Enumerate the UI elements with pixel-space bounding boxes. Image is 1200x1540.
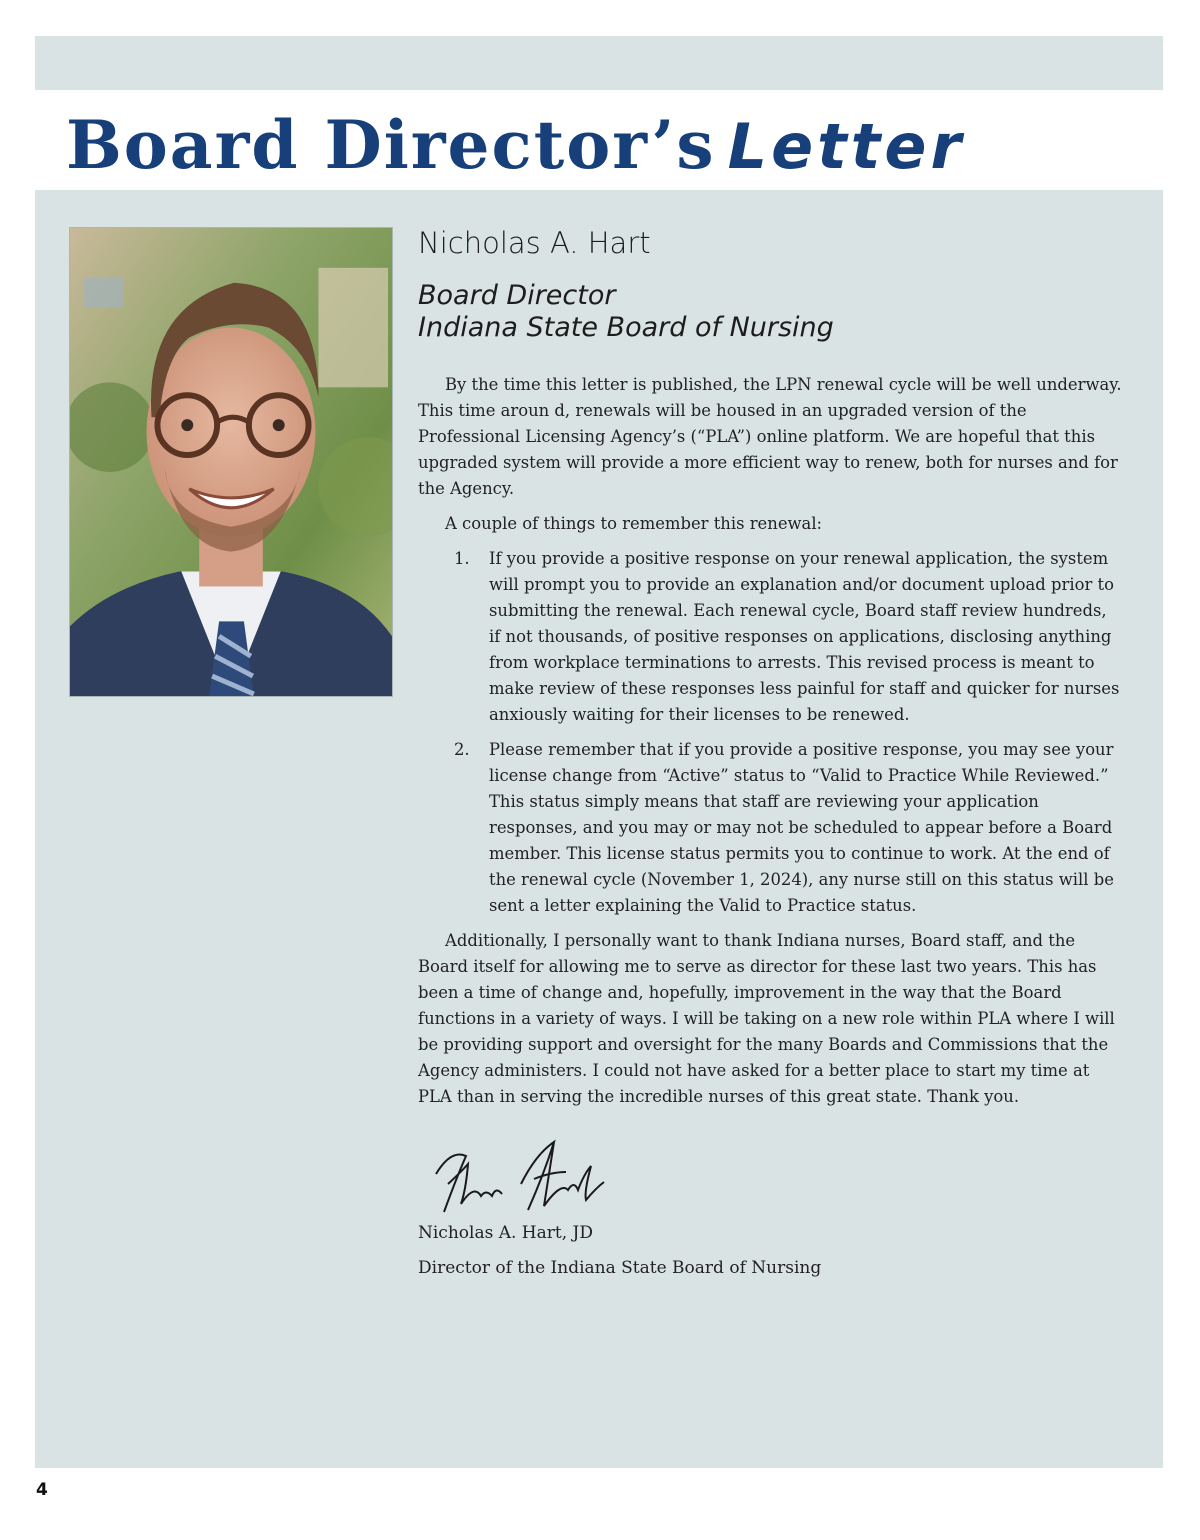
author-role-line2: Indiana State Board of Nursing <box>418 312 834 343</box>
author-name: Nicholas A. Hart <box>418 226 651 260</box>
letter-paragraph-1: By the time this letter is published, the LPN renewal cycle will be well underway. This time aroun d, renewals will be housed in an upgraded version of the Professional Licensing Agency’s (“PLA”) online platform. We are hopeful that this upgraded system will provide a more efficient way to renew, both for nurses and for the Agency. <box>418 375 1122 498</box>
signoff-title: Director of the Indiana State Board of Nursing <box>418 1258 822 1278</box>
page-title <box>66 100 965 190</box>
list-item-number: 1. <box>454 549 470 568</box>
page-number: 4 <box>36 1480 48 1500</box>
letter-body <box>418 372 1122 1119</box>
list-item-number: 2. <box>454 740 470 759</box>
page-title-bold: Board Director’s <box>66 106 716 184</box>
list-item-text: If you provide a positive response on your renewal application, the system will prompt you to provide an explanation and/or document upload prior to submitting the renewal. Each renewal cycle, Board staff review hundreds, if not thousands, of positive responses on applications, disclosing anything from workplace terminations to arrests. This revised process is meant to make review of these responses less painful for staff and quicker for nurses anxiously waiting for their licenses to be renewed. <box>489 549 1120 724</box>
signoff-name: Nicholas A. Hart, JD <box>418 1223 593 1243</box>
author-role-line1: Board Director <box>418 280 616 311</box>
list-item <box>418 737 1122 919</box>
letter-paragraph-3: Additionally, I personally want to thank Indiana nurses, Board staff, and the Board itself for allowing me to serve as director for these last two years. This has been a time of change and, hopefully, improvement in the way that the Board functions in a variety of ways. I will be taking on a new role within PLA where I will be providing support and oversight for the many Boards and Commissions that the Agency administers. I could not have asked for a better place to start my time at PLA than in serving the incredible nurses of this great state. Thank you. <box>418 931 1115 1106</box>
list-item <box>418 546 1122 728</box>
reminder-list <box>418 546 1122 919</box>
list-item-text: Please remember that if you provide a positive response, you may see your license change from “Active” status to “Valid to Practice While Reviewed.” This status simply means that staff are reviewing your application responses, and you may or may not be scheduled to appear before a Board member. This license status permits you to continue to work. At the end of the renewal cycle (November 1, 2024), any nurse still on this status will be sent a letter explaining the Valid to Practice status. <box>489 740 1114 915</box>
author-photo <box>69 227 393 697</box>
page-title-italic: Letter <box>727 110 966 183</box>
letter-paragraph-2: A couple of things to remember this renewal: <box>445 514 823 533</box>
handwritten-signature <box>426 1134 611 1220</box>
author-role <box>418 280 834 344</box>
